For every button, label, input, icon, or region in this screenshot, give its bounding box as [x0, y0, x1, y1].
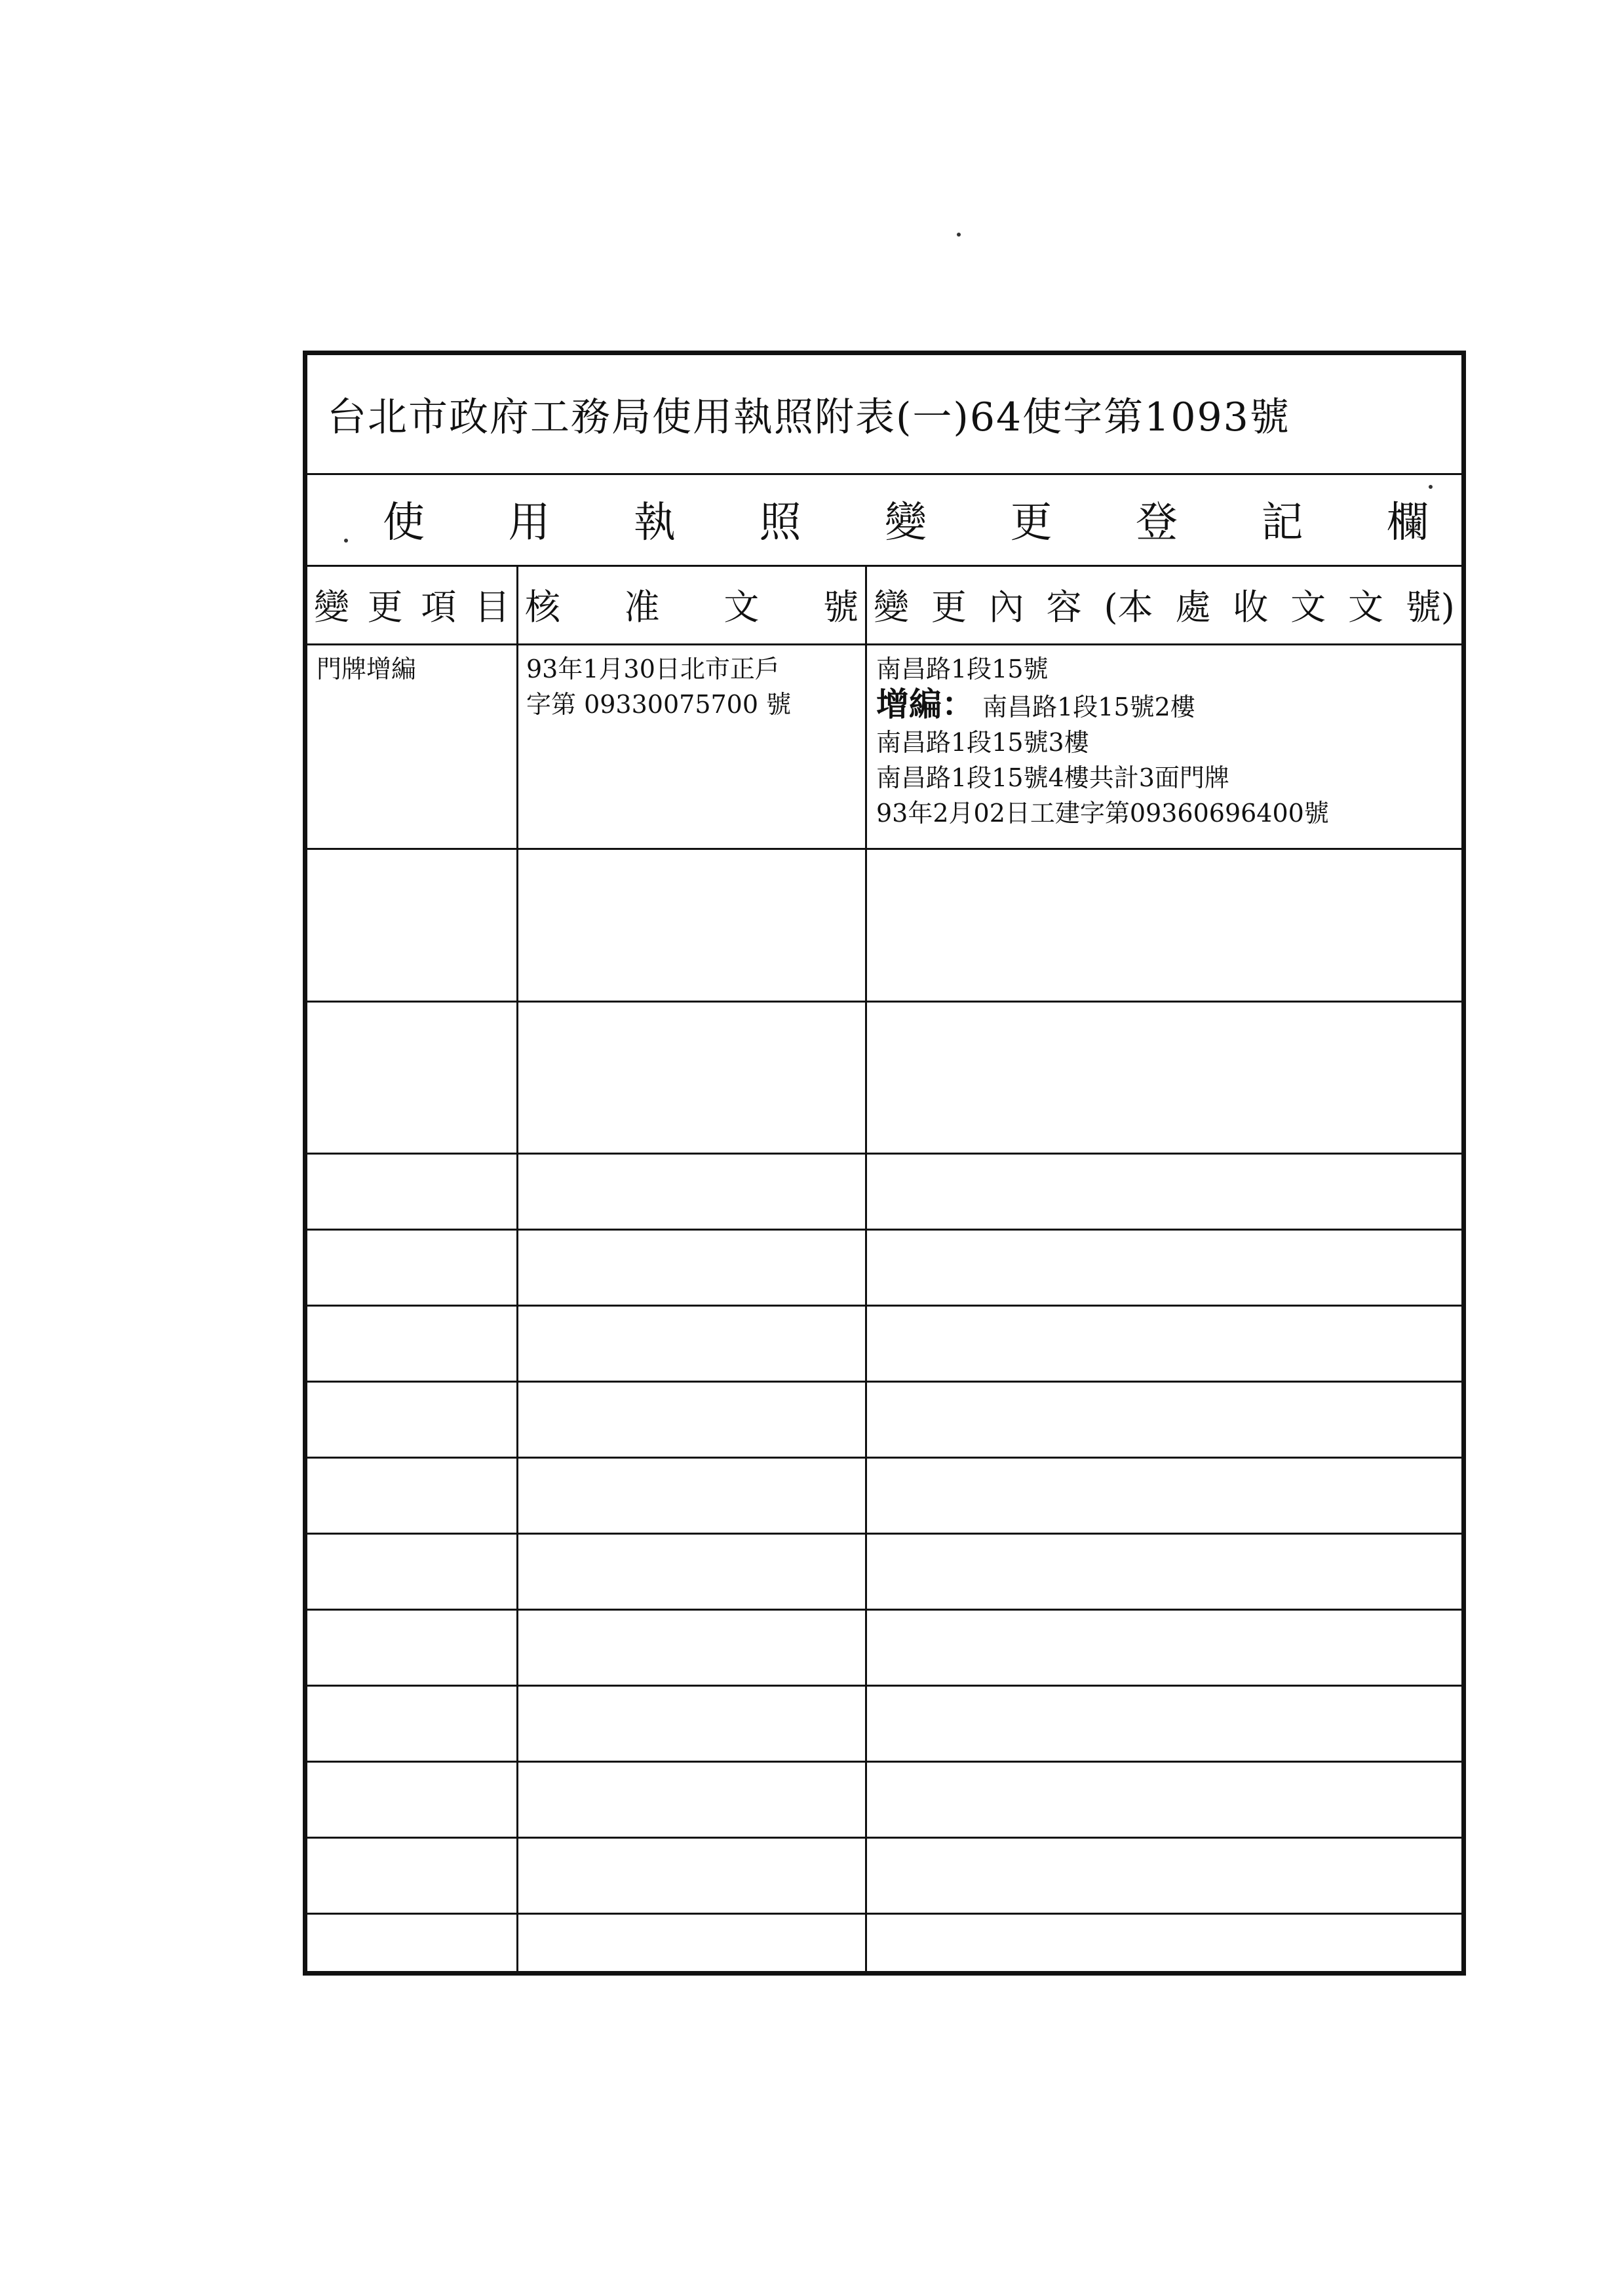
entry-approval-number	[526, 651, 860, 722]
row-divider	[307, 1001, 1461, 1003]
section-heading-char: 更	[1010, 499, 1052, 547]
header-divider	[307, 643, 1461, 645]
header-char: 容	[1046, 586, 1082, 628]
section-heading-char: 用	[508, 499, 550, 547]
header-char: 核	[525, 586, 560, 628]
section-heading-char: 變	[885, 499, 927, 547]
scan-speck	[957, 233, 961, 237]
row-divider	[307, 1153, 1461, 1155]
entry-change-item: 門牌增編	[317, 655, 417, 683]
header-char: 變	[874, 586, 909, 628]
row-divider	[307, 1533, 1461, 1535]
section-heading-char: 登	[1136, 499, 1178, 547]
header-char: 文	[1347, 586, 1383, 628]
approval-line: 字第 09330075700 號	[526, 690, 792, 719]
change-record-table	[307, 565, 1461, 1971]
scan-speck	[1429, 485, 1433, 489]
header-change-item	[307, 565, 516, 643]
approval-line: 93年1月30日北市正戶	[526, 655, 780, 683]
header-char: 處	[1175, 586, 1211, 628]
section-heading-row	[307, 473, 1461, 567]
header-char: 更	[931, 586, 967, 628]
header-change-content	[867, 565, 1461, 643]
content-line: 南昌路1段15號3樓	[876, 728, 1089, 757]
header-char: 准	[624, 586, 660, 628]
header-char: 內	[988, 586, 1024, 628]
form-title: 台北市政府工務局使用執照附表(一)64使字第1093號	[327, 394, 1290, 440]
section-heading-char: 記	[1261, 499, 1303, 547]
header-char: 文	[723, 586, 760, 628]
row-divider	[307, 1913, 1461, 1915]
content-line: 93年2月02日工建字第09360696400號	[876, 799, 1329, 828]
row-divider	[307, 1457, 1461, 1459]
header-char: 更	[367, 586, 403, 628]
row-divider	[307, 1837, 1461, 1839]
header-char: 項	[421, 586, 457, 628]
section-heading	[307, 489, 1461, 549]
header-char: (本	[1104, 586, 1153, 628]
form-title-row	[307, 355, 1461, 475]
content-line	[876, 687, 1461, 725]
section-heading-char: 執	[634, 499, 676, 547]
header-char: 號)	[1405, 586, 1455, 628]
header-char: 目	[474, 586, 510, 628]
header-char: 文	[1290, 586, 1326, 628]
row-divider	[307, 1305, 1461, 1307]
row-divider	[307, 1761, 1461, 1763]
section-heading-char: 照	[759, 499, 801, 547]
row-divider	[307, 1381, 1461, 1383]
entry-change-content	[876, 651, 1461, 831]
license-change-form	[303, 351, 1466, 1976]
content-label: 增編：	[876, 685, 974, 723]
row-divider	[307, 848, 1461, 850]
content-address: 南昌路1段15號2樓	[982, 693, 1195, 721]
header-char: 變	[314, 586, 349, 628]
header-approval-number	[518, 565, 865, 643]
row-divider	[307, 1229, 1461, 1231]
content-line: 南昌路1段15號	[876, 655, 1049, 683]
row-divider	[307, 1609, 1461, 1611]
header-char: 收	[1233, 586, 1269, 628]
scan-speck	[344, 539, 348, 543]
section-heading-char: 使	[383, 499, 425, 547]
content-line: 南昌路1段15號4樓共計3面門牌	[876, 763, 1229, 792]
row-divider	[307, 1685, 1461, 1687]
section-heading-char: 欄	[1387, 499, 1429, 547]
header-char: 號	[822, 586, 858, 628]
